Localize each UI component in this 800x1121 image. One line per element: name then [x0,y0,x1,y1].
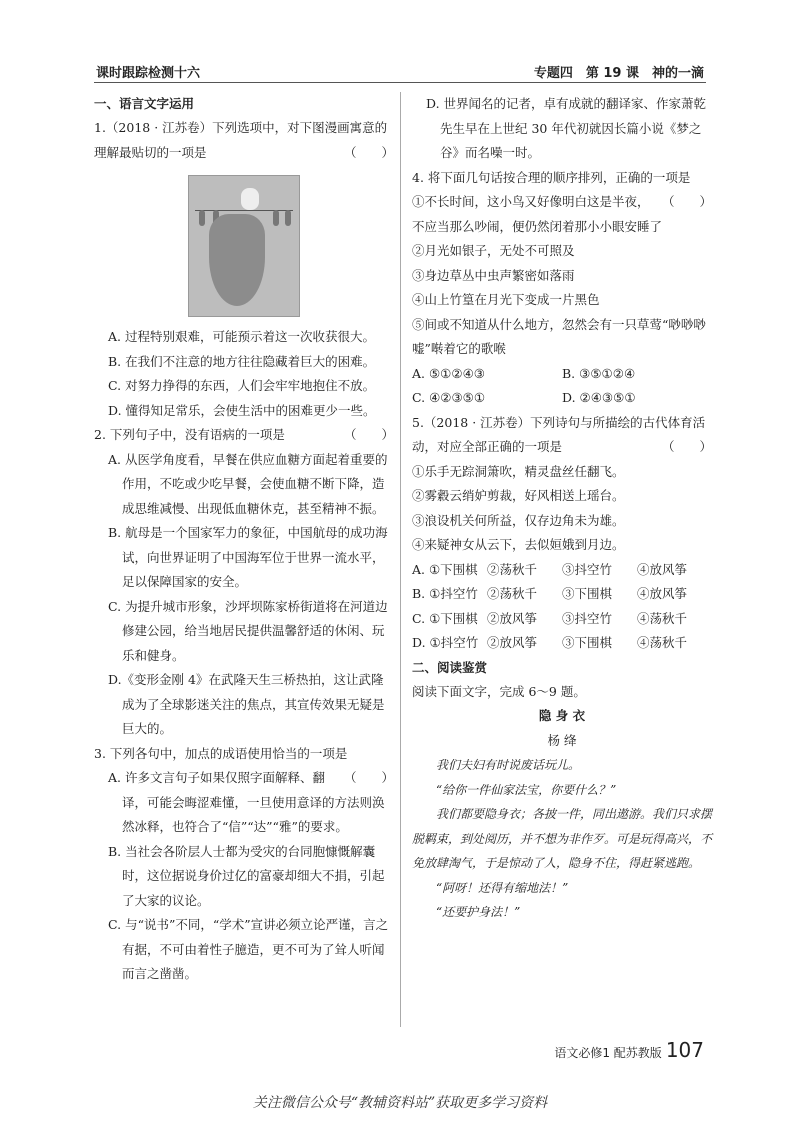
q5-options-row: A. ①下围棋 ②荡秋千 ③抖空竹 ④放风筝 [412,561,688,577]
q4-item: ①不长时间，这小鸟又好像明白这是半夜，不应当那么吵闹，便仍然闭着那小小眼安睡了 [412,194,663,234]
q5-item: ②雾縠云绡妒剪裁，好风相送上瑶台。 [412,488,625,503]
article-paragraph: “阿呀！还得有缩地法！” [436,880,569,895]
page-footer: 语文必修1 配苏教版 107 [554,1038,704,1062]
q3-option: C. 与“说书”不同，“学术”宣讲必须立论严谨，言之有据，不可由着性子臆造，更不可为了耸人听闻而言之凿凿。 [108,917,389,981]
header-left: 课时跟踪检测十六 [96,66,201,81]
q2-option: D.《变形金刚 4》在武隆天生三桥热拍，这让武隆成为了全球影迷关注的焦点，其宣传效果无疑是巨大的。 [108,672,385,736]
question-3: 3. 下列各句中，加点的成语使用恰当的一项是 （ ） [94,745,394,785]
page-number: 107 [665,1038,704,1062]
article-author: 杨 绛 [547,732,577,748]
q2-option: B. 航母是一个国家军力的象征，中国航母的成功海试，向世界证明了中国海军位于世界一流水平，足以保障国家的安全。 [108,525,388,589]
article-paragraph: “给你一件仙家法宝，你要什么？” [436,782,617,797]
q5-options-row: D. ①抖空竹 ②放风筝 ③下围棋 ④荡秋千 [412,635,688,650]
carrot-icon [209,214,265,306]
q4-item: ④山上竹篁在月光下变成一片黑色 [412,292,600,307]
cartoon-image [188,175,300,317]
header-rule [94,82,706,83]
header-right: 专题四 第 19 课 神的一滴 [533,66,704,81]
q1-option: D. 懂得知足常乐，会使生活中的困难更少一些。 [108,402,376,418]
q2-option: A. 从医学角度看，早餐在供应血糖方面起着重要的作用，不吃或少吃早餐，会使血糖不断下降，造成思维减慢、出现低血糖休克，甚至精神不振。 [108,451,388,516]
q2-option: C. 为提升城市形象，沙坪坝陈家桥街道将在河道边修建公园，给当地居民提供温馨舒适的休闲、玩乐和健身。 [108,598,388,663]
q3-option: A. 许多文言句子如果仅照字面解释、翻译，可能会晦涩难懂，一旦使用意译的方法则涣然冰释，也符合了“信”“达”“雅”的要求。 [108,770,385,834]
q3-option: B. 当社会各阶层人士都为受灾的台同胞慷慨解囊时，这位据说身价过亿的富豪却细大不捐，引起了大家的议论。 [108,843,385,908]
q4-item: ⑤间或不知道从什么地方，忽然会有一只草莺“唦唦唦嘘”啭着它的歌喉 [412,316,706,356]
q4-options-row: C. ④②③⑤① D. ②④③⑤① [412,390,636,405]
right-column [412,92,712,925]
q4-options-row: A. ⑤①②④③ B. ③⑤①②④ [412,365,636,381]
question-2: 2. 下列句子中，没有语病的一项是 （ ） [94,427,394,442]
article-paragraph: 我们都要隐身衣；各披一件，同出遨游。我们只求摆脱羁束，到处阅历，并不想为非作歹。可是玩得高兴，不免放肆淘气，于是惊动了人，隐身不住，得赶紧逃跑。 [412,807,713,870]
section-title: 二、阅读鉴赏 [412,659,488,675]
column-divider [400,92,401,1027]
rabbit-icon [241,188,259,210]
q4-item: ③身边草丛中虫声繁密如落雨 [412,267,575,283]
question-4: 4. 将下面几句话按合理的顺序排列，正确的一项是 （ ） [412,169,712,209]
article-paragraph: “还要护身法！” [436,905,521,919]
reading-intro: 阅读下面文字，完成 6～9 题。 [412,683,586,699]
bottom-note: 关注微信公众号“教辅资料站”获取更多学习资料 [252,1095,548,1111]
q1-option: B. 在我们不注意的地方往往隐藏着巨大的困难。 [108,353,376,369]
left-column [94,92,394,987]
q5-item: ③浪设机关何所益，仅存边角未为雄。 [412,512,625,528]
question-5: 5.（2018 · 江苏卷）下列诗句与所描绘的古代体育活动，对应全部正确的一项是 （ ） [412,414,712,454]
q5-options-row: C. ①下围棋 ②放风筝 ③抖空竹 ④荡秋千 [412,610,688,626]
article-paragraph: 我们夫妇有时说废话玩儿。 [436,758,581,772]
question-1: 1.（2018 · 江苏卷）下列选项中，对下图漫画寓意的理解最贴切的一项是 （ ） [94,120,394,160]
q1-option: C. 对努力挣得的东西，人们会牢牢地抱住不放。 [108,378,376,393]
article-title: 隐 身 衣 [538,708,586,723]
q4-item: ②月光如银子，无处不可照及 [412,243,575,258]
q5-options-row: B. ①抖空竹 ②荡秋千 ③下围棋 ④放风筝 [412,586,688,601]
q5-item: ④来疑神女从云下，去似姮娥到月边。 [412,537,625,552]
q1-option: A. 过程特别艰难，可能预示着这一次收获很大。 [108,329,375,344]
q3-option: D. 世界闻名的记者，卓有成就的翻译家、作家萧乾先生早在上世纪 30 年代初就因长篇小说《梦之谷》而名噪一时。 [426,96,707,160]
q5-item: ①乐手无踪洞箫吹，精灵盘丝任翻飞。 [412,463,625,479]
section-title: 一、语言文字运用 [94,96,195,111]
